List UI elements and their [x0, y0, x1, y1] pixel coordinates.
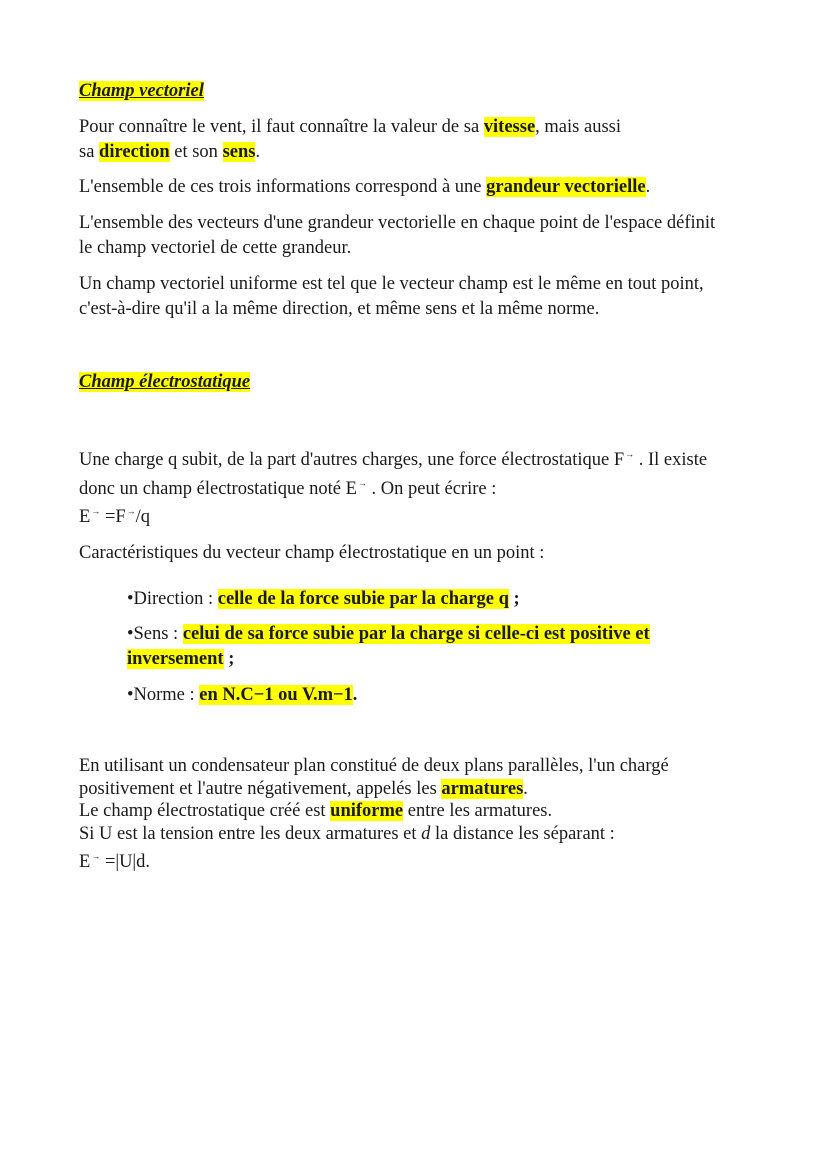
paragraph-vent: Pour connaître le vent, il faut connaître la valeur de sa vitesse, mais aussi sa direction et son sens.	[79, 117, 621, 162]
formula-e-equals-f-over-q: E→ =F→/q	[79, 506, 151, 527]
vector-arrow-icon: →	[126, 506, 136, 516]
list-item-norme: •Norme : en N.C−1 ou V.m−1.	[127, 685, 358, 705]
paragraph-caracteristiques: Caractéristiques du vecteur champ électrostatique en un point :	[79, 543, 545, 563]
section-title-champ-vectoriel: Champ vectoriel	[79, 81, 204, 101]
list-item-sens: •Sens : celui de sa force subie par la charge si celle-ci est positive et inversement ;	[127, 624, 650, 669]
paragraph-champ-uniforme: Un champ vectoriel uniforme est tel que le vecteur champ est le même en tout point, c'est-à-dire qu'il a la même direction, et même sens et la même norme.	[79, 274, 704, 319]
section-title-champ-electrostatique: Champ électrostatique	[79, 372, 251, 392]
vector-arrow-icon: →	[91, 851, 101, 861]
paragraph-charge-q: Une charge q subit, de la part d'autres charges, une force électrostatique F→ . Il existe donc un champ électrostatique noté E→ . On peut écrire : E→ =F→/q	[79, 449, 708, 527]
list-item-direction: •Direction : celle de la force subie par la charge q ;	[127, 589, 520, 609]
paragraph-condensateur: En utilisant un condensateur plan constitué de deux plans parallèles, l'un chargé positivement et l'autre négativement, appelés les armatures. Le champ électrostatique créé est uniforme entre les armatures. Si U est la tension entre les deux armatures et d la distance les séparant : E→ =|U|d.	[79, 756, 669, 872]
formula-e-equals-u-d: E→ =|U|d.	[79, 851, 151, 872]
vector-arrow-icon: →	[91, 506, 101, 516]
vector-arrow-icon: →	[357, 477, 367, 488]
paragraph-grandeur-vectorielle: L'ensemble de ces trois informations correspond à une grandeur vectorielle.	[79, 177, 651, 197]
paragraph-definition-champ: L'ensemble des vecteurs d'une grandeur vectorielle en chaque point de l'espace définit le champ vectoriel de cette grandeur.	[79, 213, 716, 258]
vector-arrow-icon: →	[625, 449, 635, 459]
